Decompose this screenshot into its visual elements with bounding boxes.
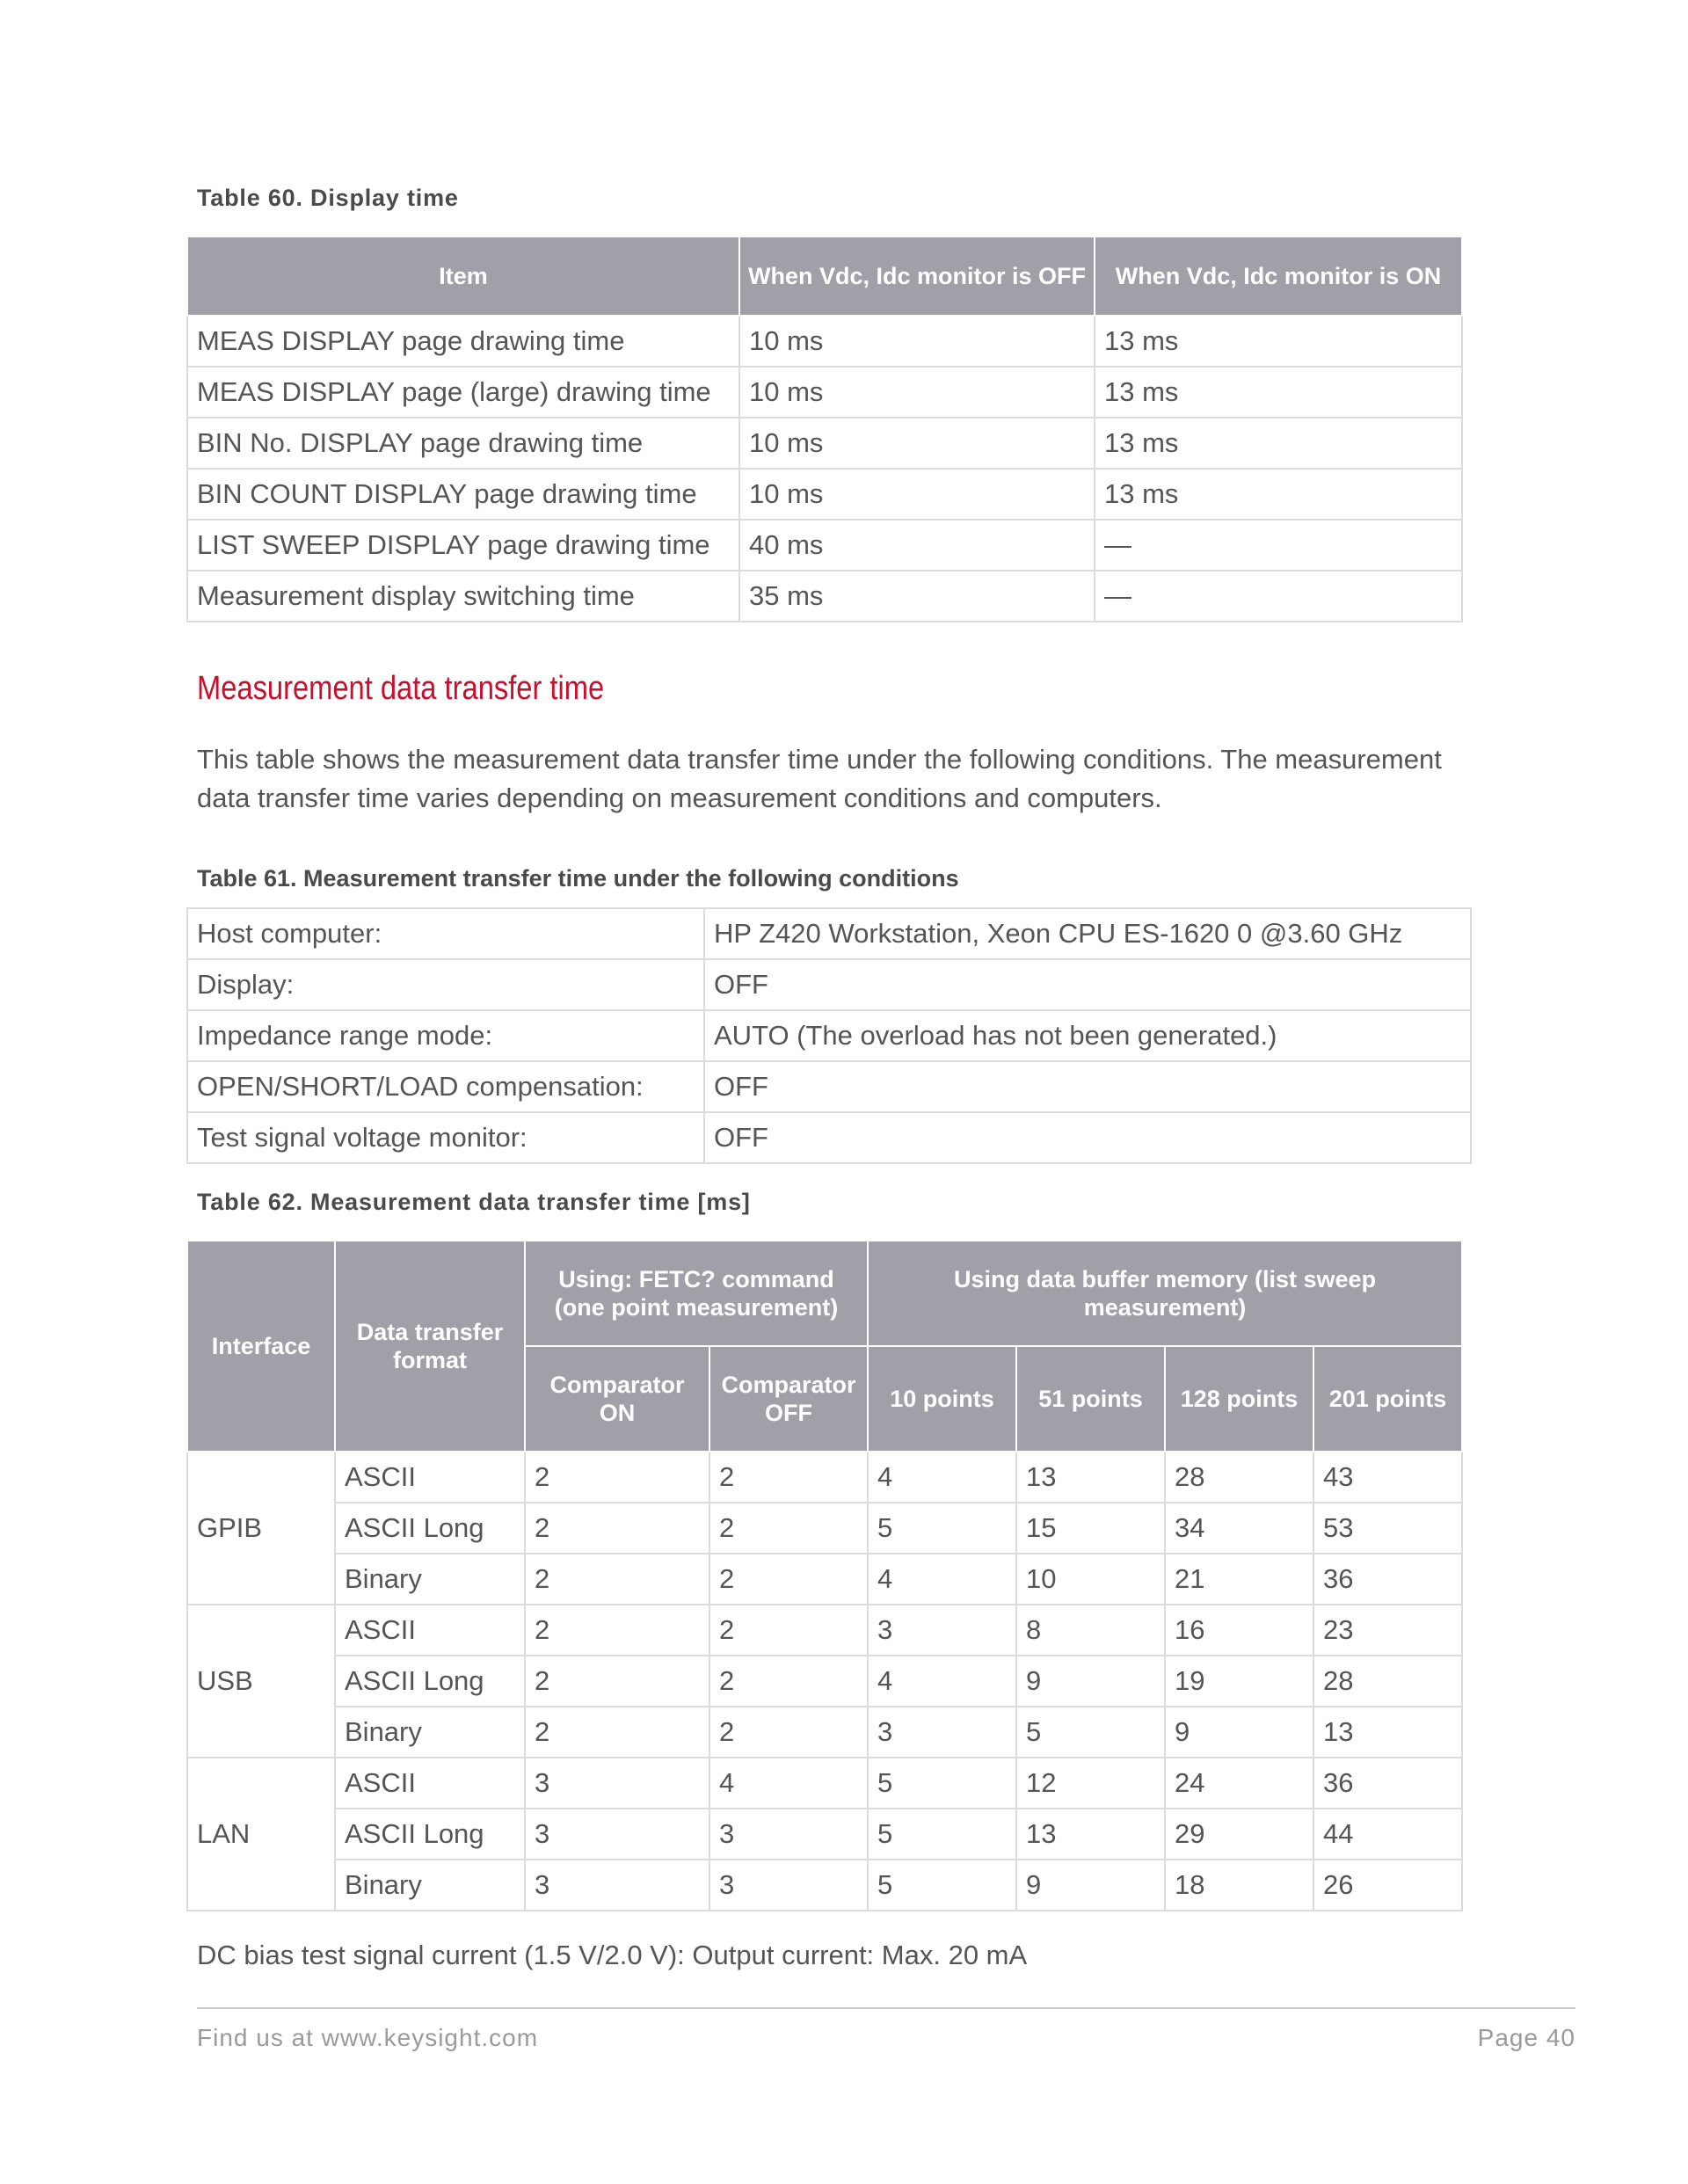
table-cell: ASCII Long [335, 1656, 525, 1707]
table-cell: 23 [1313, 1605, 1462, 1656]
table-cell: 3 [525, 1809, 709, 1860]
table-cell: 10 ms [739, 418, 1095, 469]
table-cell: Measurement display switching time [187, 571, 739, 622]
table-header-row [187, 1241, 1462, 1346]
table-cell: 4 [868, 1452, 1016, 1503]
table-cell: ASCII [335, 1452, 525, 1503]
table-cell: OFF [704, 1112, 1471, 1163]
column-header-128-points: 128 points [1165, 1346, 1313, 1452]
table-row [187, 1656, 1462, 1707]
table-cell: 36 [1313, 1554, 1462, 1605]
table-cell: 8 [1016, 1605, 1165, 1656]
table-cell: 40 ms [739, 520, 1095, 571]
section-paragraph: This table shows the measurement data transfer time under the following conditions. The measurement data transfer time varies depending on measurement conditions and computers. [197, 744, 1442, 813]
table-cell: Binary [335, 1707, 525, 1758]
table-cell: 2 [525, 1503, 709, 1554]
table-cell: 5 [868, 1503, 1016, 1554]
table-cell: 2 [709, 1707, 868, 1758]
interface-cell: LAN [187, 1758, 335, 1911]
footer-website: Find us at www.keysight.com [197, 2024, 539, 2051]
table-cell: 5 [868, 1758, 1016, 1809]
table-row [187, 1860, 1462, 1911]
table-row [187, 959, 1471, 1010]
table-row [187, 1809, 1462, 1860]
table-cell: 10 ms [739, 469, 1095, 520]
table-cell: 3 [868, 1707, 1016, 1758]
column-group-buffer: Using data buffer memory (list sweep measurement) [868, 1241, 1462, 1346]
table-row [187, 316, 1462, 367]
table-cell: 4 [868, 1656, 1016, 1707]
table-cell: 13 ms [1095, 418, 1462, 469]
table-cell: Binary [335, 1860, 525, 1911]
table-cell: 2 [709, 1452, 868, 1503]
table-row [187, 1010, 1471, 1061]
table-row [187, 1605, 1462, 1656]
table-cell: 36 [1313, 1758, 1462, 1809]
footer-page-number: Page 40 [1477, 2024, 1575, 2051]
table-row [187, 1707, 1462, 1758]
table-cell: 13 [1016, 1809, 1165, 1860]
table-cell: HP Z420 Workstation, Xeon CPU ES-1620 0 @3.60 GHz [704, 908, 1471, 959]
column-header: When Vdc, Idc monitor is OFF [739, 237, 1095, 316]
table-cell: 2 [709, 1605, 868, 1656]
table-cell: 16 [1165, 1605, 1313, 1656]
table-cell: 53 [1313, 1503, 1462, 1554]
table-cell: OPEN/SHORT/LOAD compensation: [187, 1061, 704, 1112]
table-cell: 9 [1016, 1656, 1165, 1707]
section-title: Measurement data transfer time [197, 670, 605, 707]
table-row [187, 1061, 1471, 1112]
table-cell: 13 [1313, 1707, 1462, 1758]
display-time-table [186, 236, 1463, 622]
table-cell: 3 [868, 1605, 1016, 1656]
table-cell: — [1095, 520, 1462, 571]
table-cell: — [1095, 571, 1462, 622]
table-cell: BIN No. DISPLAY page drawing time [187, 418, 739, 469]
table-cell: 2 [709, 1503, 868, 1554]
table-cell: BIN COUNT DISPLAY page drawing time [187, 469, 739, 520]
table-cell: 35 ms [739, 571, 1095, 622]
footer-divider [197, 2007, 1575, 2009]
transfer-time-table [186, 1240, 1463, 1911]
table-cell: ASCII [335, 1605, 525, 1656]
table-cell: 44 [1313, 1809, 1462, 1860]
table-cell: 12 [1016, 1758, 1165, 1809]
dc-bias-note: DC bias test signal current (1.5 V/2.0 V): Output current: Max. 20 mA [197, 1940, 1028, 1970]
table-cell: OFF [704, 959, 1471, 1010]
table-row [187, 571, 1462, 622]
table-cell: ASCII [335, 1758, 525, 1809]
table-cell: AUTO (The overload has not been generated.) [704, 1010, 1471, 1061]
table-row [187, 469, 1462, 520]
table-cell: 13 ms [1095, 316, 1462, 367]
table-cell: MEAS DISPLAY page drawing time [187, 316, 739, 367]
table-cell: 3 [525, 1758, 709, 1809]
table-cell: 10 ms [739, 367, 1095, 418]
table-row [187, 1503, 1462, 1554]
interface-cell: USB [187, 1605, 335, 1758]
conditions-table [186, 907, 1472, 1164]
table-cell: 2 [525, 1452, 709, 1503]
table-60-caption: Table 60. Display time [197, 185, 459, 211]
table-cell: LIST SWEEP DISPLAY page drawing time [187, 520, 739, 571]
table-cell: MEAS DISPLAY page (large) drawing time [187, 367, 739, 418]
table-row [187, 908, 1471, 959]
table-cell: Impedance range mode: [187, 1010, 704, 1061]
table-cell: 9 [1016, 1860, 1165, 1911]
table-cell: 26 [1313, 1860, 1462, 1911]
column-header-201-points: 201 points [1313, 1346, 1462, 1452]
table-cell: 21 [1165, 1554, 1313, 1605]
column-header-comparator-on: Comparator ON [525, 1346, 709, 1452]
column-header-interface: Interface [187, 1241, 335, 1452]
table-cell: 5 [1016, 1707, 1165, 1758]
table-cell: 5 [868, 1860, 1016, 1911]
table-row [187, 418, 1462, 469]
table-cell: 2 [709, 1656, 868, 1707]
table-cell: OFF [704, 1061, 1471, 1112]
table-61-caption: Table 61. Measurement transfer time under the following conditions [197, 865, 959, 892]
table-cell: 10 [1016, 1554, 1165, 1605]
table-row [187, 367, 1462, 418]
table-row [187, 1554, 1462, 1605]
table-row [187, 1112, 1471, 1163]
table-cell: 2 [709, 1554, 868, 1605]
table-cell: 28 [1165, 1452, 1313, 1503]
column-header: When Vdc, Idc monitor is ON [1095, 237, 1462, 316]
table-cell: 2 [525, 1605, 709, 1656]
table-cell: 43 [1313, 1452, 1462, 1503]
table-cell: Binary [335, 1554, 525, 1605]
table-cell: 3 [709, 1860, 868, 1911]
table-row [187, 1452, 1462, 1503]
table-cell: ASCII Long [335, 1809, 525, 1860]
column-group-fetc: Using: FETC? command (one point measurement) [525, 1241, 868, 1346]
table-cell: 13 ms [1095, 367, 1462, 418]
table-cell: 4 [868, 1554, 1016, 1605]
table-cell: Test signal voltage monitor: [187, 1112, 704, 1163]
table-cell: 19 [1165, 1656, 1313, 1707]
table-cell: 18 [1165, 1860, 1313, 1911]
table-row [187, 520, 1462, 571]
column-header-comparator-off: Comparator OFF [709, 1346, 868, 1452]
table-cell: Display: [187, 959, 704, 1010]
column-header-format: Data transfer format [335, 1241, 525, 1452]
table-62-caption: Table 62. Measurement data transfer time [ms] [197, 1189, 751, 1215]
table-cell: 29 [1165, 1809, 1313, 1860]
table-cell: 3 [525, 1860, 709, 1911]
table-cell: 13 [1016, 1452, 1165, 1503]
table-cell: Host computer: [187, 908, 704, 959]
table-cell: 28 [1313, 1656, 1462, 1707]
table-row [187, 1758, 1462, 1809]
table-cell: 3 [709, 1809, 868, 1860]
table-cell: 24 [1165, 1758, 1313, 1809]
table-cell: 13 ms [1095, 469, 1462, 520]
table-cell: 4 [709, 1758, 868, 1809]
column-header-51-points: 51 points [1016, 1346, 1165, 1452]
table-cell: ASCII Long [335, 1503, 525, 1554]
column-header-10-points: 10 points [868, 1346, 1016, 1452]
table-cell: 2 [525, 1707, 709, 1758]
table-cell: 9 [1165, 1707, 1313, 1758]
table-cell: 10 ms [739, 316, 1095, 367]
table-cell: 34 [1165, 1503, 1313, 1554]
table-header-row [187, 237, 1462, 316]
table-cell: 2 [525, 1656, 709, 1707]
table-cell: 2 [525, 1554, 709, 1605]
column-header: Item [187, 237, 739, 316]
interface-cell: GPIB [187, 1452, 335, 1605]
table-cell: 15 [1016, 1503, 1165, 1554]
table-cell: 5 [868, 1809, 1016, 1860]
